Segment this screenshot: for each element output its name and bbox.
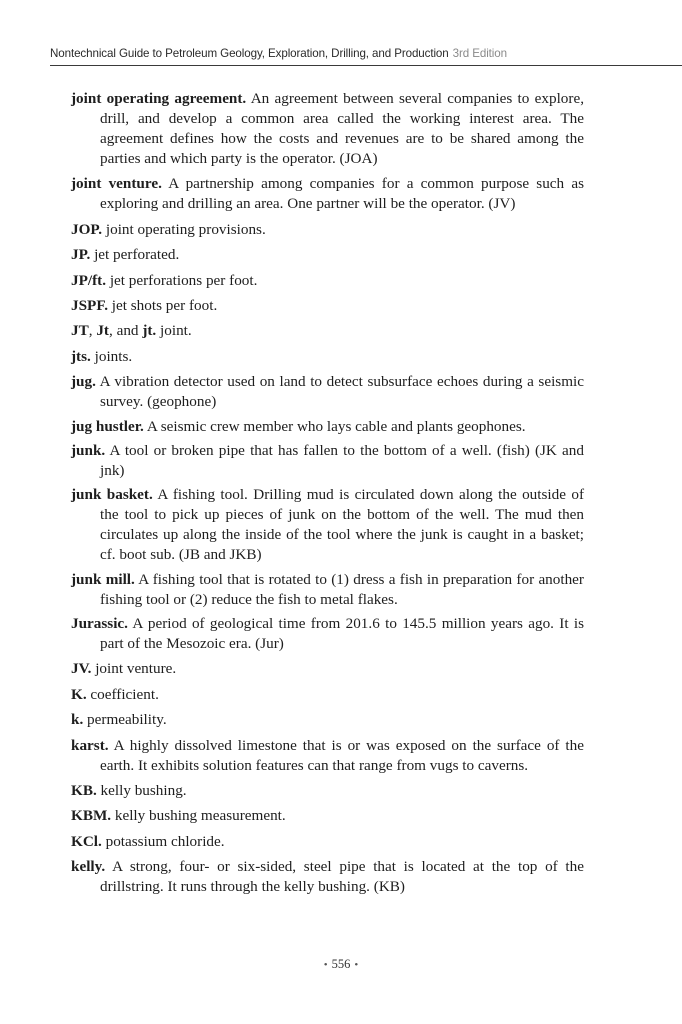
entry-definition: joint. [160, 322, 192, 340]
entry-term: jts. [71, 347, 91, 365]
glossary-entry-k-coefficient [71, 685, 584, 705]
entry-term: JP/ft. [71, 271, 107, 289]
glossary-entry-jspf [71, 296, 584, 316]
entry-definition: kelly bushing. [100, 782, 187, 800]
entry-definition: A partnership among companies for a common purpose such as exploring and drilling an area. One partner will be the operator. (JV) [100, 175, 584, 213]
glossary-entry-jurassic [71, 614, 584, 654]
glossary-entry-jug-hustler [71, 417, 584, 437]
entry-definition: A tool or broken pipe that has fallen to the bottom of a well. (fish) (JK and jnk) [100, 441, 584, 479]
entry-definition: A vibration detector used on land to detect subsurface echoes during a seismic survey. (geophone) [99, 373, 584, 411]
page-footer [0, 957, 682, 972]
glossary-entry-joint-operating-agreement [71, 89, 584, 169]
running-header [50, 47, 682, 60]
entry-definition: A seismic crew member who lays cable and plants geophones. [146, 417, 526, 435]
entry-term: junk basket. [71, 486, 153, 504]
entry-separator: , [88, 322, 97, 340]
entry-term: joint venture. [71, 175, 162, 193]
glossary-entry-jp-ft [71, 271, 584, 291]
entry-term: K. [71, 685, 87, 703]
entry-definition: potassium chloride. [105, 832, 225, 850]
glossary-entry-k-permeability [71, 710, 584, 730]
entry-definition: jet perforated. [94, 246, 180, 264]
entry-term: JP. [71, 246, 91, 264]
glossary-entries [71, 89, 584, 903]
entry-term: junk. [71, 441, 106, 459]
glossary-entry-jv [71, 659, 584, 679]
glossary-entry-jt [71, 321, 584, 341]
glossary-entry-junk-mill [71, 570, 584, 610]
entry-term: karst. [71, 736, 109, 754]
entry-definition: coefficient. [90, 685, 159, 703]
entry-term: JV. [71, 660, 92, 678]
entry-term: KBM. [71, 807, 112, 825]
glossary-entry-jts [71, 347, 584, 367]
entry-definition: jet shots per foot. [111, 296, 218, 314]
entry-definition: joint venture. [95, 660, 177, 678]
entry-term: joint operating agreement. [71, 90, 247, 107]
entry-separator: , and [108, 322, 143, 340]
glossary-entry-jug [71, 372, 584, 412]
edition-label: 3rd Edition [452, 47, 507, 60]
glossary-entry-junk [71, 441, 584, 481]
entry-definition: A highly dissolved limestone that is or was exposed on the surface of the earth. It exhibits solution features can that range from vugs to caverns. [100, 736, 584, 774]
entry-definition: permeability. [87, 711, 167, 729]
entry-definition: A strong, four- or six-sided, steel pipe that is located at the top of the drillstring. It runs through the kelly bushing. (KB) [100, 858, 584, 896]
glossary-entry-jp [71, 245, 584, 265]
entry-definition: An agreement between several companies to explore, drill, and develop a common area called the working interest area. The agreement defines how the costs and revenues are to be shared among the parties and which party is the operator. (JOA) [100, 90, 584, 167]
header-rule [50, 65, 682, 66]
entry-definition: A fishing tool that is rotated to (1) dress a fish in preparation for another fishing tool or (2) reduce the fish to metal flakes. [100, 570, 584, 608]
glossary-entry-kcl [71, 832, 584, 852]
entry-definition: A fishing tool. Drilling mud is circulated down along the outside of the tool to pick up pieces of junk on the bottom of the well. The mud then circulates up along the inside of the tool where the junk is caught in a basket; cf. boot sub. (JB and JKB) [100, 486, 584, 564]
entry-term: JOP. [71, 220, 103, 238]
glossary-entry-kb [71, 781, 584, 801]
entry-term: KB. [71, 782, 97, 800]
entry-definition: A period of geological time from 201.6 to 145.5 million years ago. It is part of the Mesozoic era. (Jur) [100, 615, 584, 653]
entry-definition: joints. [94, 347, 133, 365]
entry-term: jug hustler. [71, 417, 144, 435]
glossary-entry-jop [71, 220, 584, 240]
entry-term: Jurassic. [71, 615, 128, 633]
entry-term: jt. [142, 322, 157, 340]
entry-term: Jt [96, 322, 109, 340]
glossary-entry-joint-venture [71, 174, 584, 214]
entry-term: junk mill. [71, 570, 135, 588]
glossary-entry-kelly [71, 857, 584, 897]
glossary-entry-kbm [71, 806, 584, 826]
page-number: 556 [331, 957, 351, 971]
entry-term: JT [71, 322, 89, 340]
entry-term: JSPF. [71, 296, 108, 314]
entry-term: KCl. [71, 832, 102, 850]
entry-definition: kelly bushing measurement. [114, 807, 286, 825]
bullet-right: • [354, 959, 359, 971]
glossary-entry-karst [71, 736, 584, 776]
book-title: Nontechnical Guide to Petroleum Geology, Exploration, Drilling, and Production [50, 47, 449, 60]
entry-term: jug. [71, 373, 96, 391]
glossary-entry-junk-basket [71, 485, 584, 565]
entry-term: k. [71, 711, 84, 729]
bullet-left: • [323, 959, 328, 971]
entry-term: kelly. [71, 858, 106, 876]
entry-definition: joint operating provisions. [105, 220, 266, 238]
entry-definition: jet perforations per foot. [109, 271, 258, 289]
